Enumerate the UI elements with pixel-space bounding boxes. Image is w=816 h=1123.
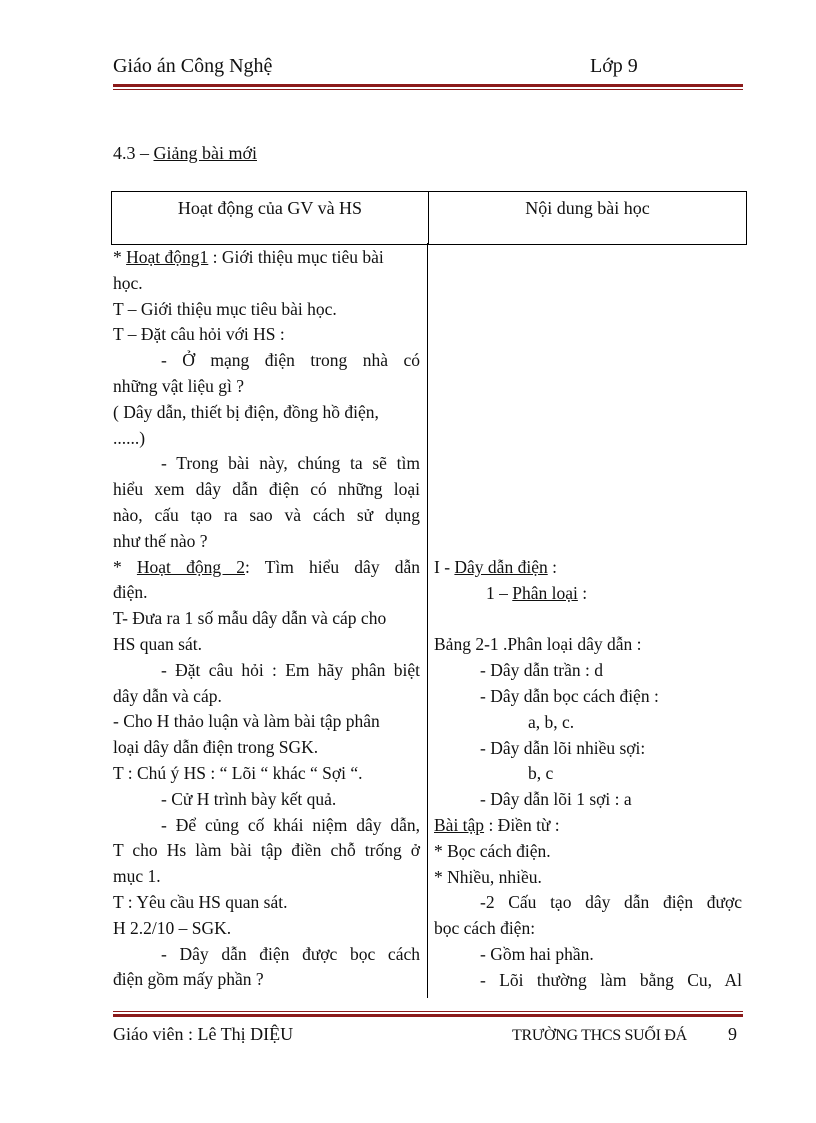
content-line: - Dây dẫn trần : d	[480, 660, 603, 681]
activity-line: T : Chú ý HS : “ Lõi “ khác “ Sợi “.	[113, 762, 363, 783]
content-line: * Nhiều, nhiều.	[434, 866, 542, 887]
footer-teacher: Giáo viên : Lê Thị DIỆU	[113, 1024, 294, 1044]
footer-rule	[113, 1014, 743, 1017]
content-line: - Dây dẫn lõi nhiều sợi:	[480, 737, 646, 758]
activity-line: - Dây dẫn điện được bọc cách	[161, 943, 420, 964]
activity-line: - Cử H trình bày kết quả.	[161, 788, 337, 809]
activity-line: học.	[113, 272, 143, 293]
column-header-activities: Hoạt động của GV và HS	[177, 198, 363, 218]
header-rule	[113, 84, 743, 87]
activity-line: nào, cấu tạo ra sao và cách sử dụng	[113, 504, 420, 525]
content-line: 1 – Phân loại :	[486, 582, 588, 603]
activity-line: H 2.2/10 – SGK.	[113, 917, 232, 938]
activity-line: như thế nào ?	[113, 530, 208, 551]
content-line: Bài tập : Điền từ :	[434, 814, 560, 835]
activities-column	[113, 245, 420, 993]
activity-line: loại dây dẫn điện trong SGK.	[113, 737, 319, 758]
activity-line: ......)	[113, 427, 146, 448]
activity-line: hiểu xem dây dẫn điện có những loại	[113, 479, 420, 500]
activity-line: những vật liệu gì ?	[113, 375, 244, 396]
activity-line: mục 1.	[113, 866, 161, 887]
activity-line: T cho Hs làm bài tập điền chỗ trống ở	[113, 840, 420, 861]
activity-line: - Trong bài này, chúng ta sẽ tìm	[161, 453, 420, 474]
content-line: - Dây dẫn lõi 1 sợi : a	[480, 789, 632, 810]
content-line: b, c	[528, 763, 554, 784]
activity-line: - Đặt câu hỏi : Em hãy phân biệt	[161, 659, 420, 680]
content-line: - Gồm hai phần.	[480, 943, 594, 964]
activity-line: T : Yêu cầu HS quan sát.	[113, 891, 288, 912]
content-line: a, b, c.	[528, 711, 575, 732]
footer-rule-thin	[113, 1011, 743, 1012]
header-rule-thin	[113, 89, 743, 90]
activity-line: * Hoạt động1 : Giới thiệu mục tiêu bài	[113, 247, 384, 267]
section-heading: 4.3 – Giảng bài mới	[113, 143, 257, 163]
header-title: Giáo án Công Nghệ	[113, 55, 273, 77]
activity-line: T – Giới thiệu mục tiêu bài học.	[113, 298, 337, 319]
column-header-content: Nội dung bài học	[525, 198, 650, 218]
header-grade: Lớp 9	[590, 55, 638, 77]
content-line: I - Dây dẫn điện :	[434, 557, 557, 577]
activity-line: * Hoạt động 2: Tìm hiểu dây dẫn	[113, 556, 420, 577]
activity-line: ( Dây dẫn, thiết bị điện, đồng hồ điện,	[113, 401, 379, 422]
activity-line: dây dẫn và cáp.	[113, 685, 222, 706]
content-line: - Lõi thường làm bằng Cu, Al	[480, 969, 742, 990]
activity-line: điện gồm mấy phần ?	[113, 969, 264, 990]
column-divider	[427, 243, 428, 998]
activity-line: HS quan sát.	[113, 633, 202, 654]
page-number: 9	[728, 1024, 737, 1044]
activity-line: - Để củng cố khái niệm dây dẫn,	[161, 814, 420, 835]
content-line: Bảng 2-1 .Phân loại dây dẫn :	[434, 634, 642, 655]
content-line: - Dây dẫn bọc cách điện :	[480, 685, 659, 706]
content-spacer	[434, 607, 742, 633]
activity-line: - Cho H thảo luận và làm bài tập phân	[113, 711, 380, 732]
activity-line: - Ở mạng điện trong nhà có	[161, 350, 420, 371]
table-header	[111, 191, 747, 245]
footer-school: TRƯỜNG THCS SUỐI ĐÁ	[512, 1027, 687, 1044]
content-line: bọc cách điện:	[434, 918, 536, 939]
activity-line: T – Đặt câu hỏi với HS :	[113, 324, 285, 345]
content-column	[434, 555, 742, 994]
activity-line: điện.	[113, 582, 148, 603]
activity-line: T- Đưa ra 1 số mẫu dây dẫn và cáp cho	[113, 608, 387, 629]
content-line: -2 Cấu tạo dây dẫn điện được	[480, 892, 742, 913]
content-line: * Bọc cách điện.	[434, 840, 551, 861]
